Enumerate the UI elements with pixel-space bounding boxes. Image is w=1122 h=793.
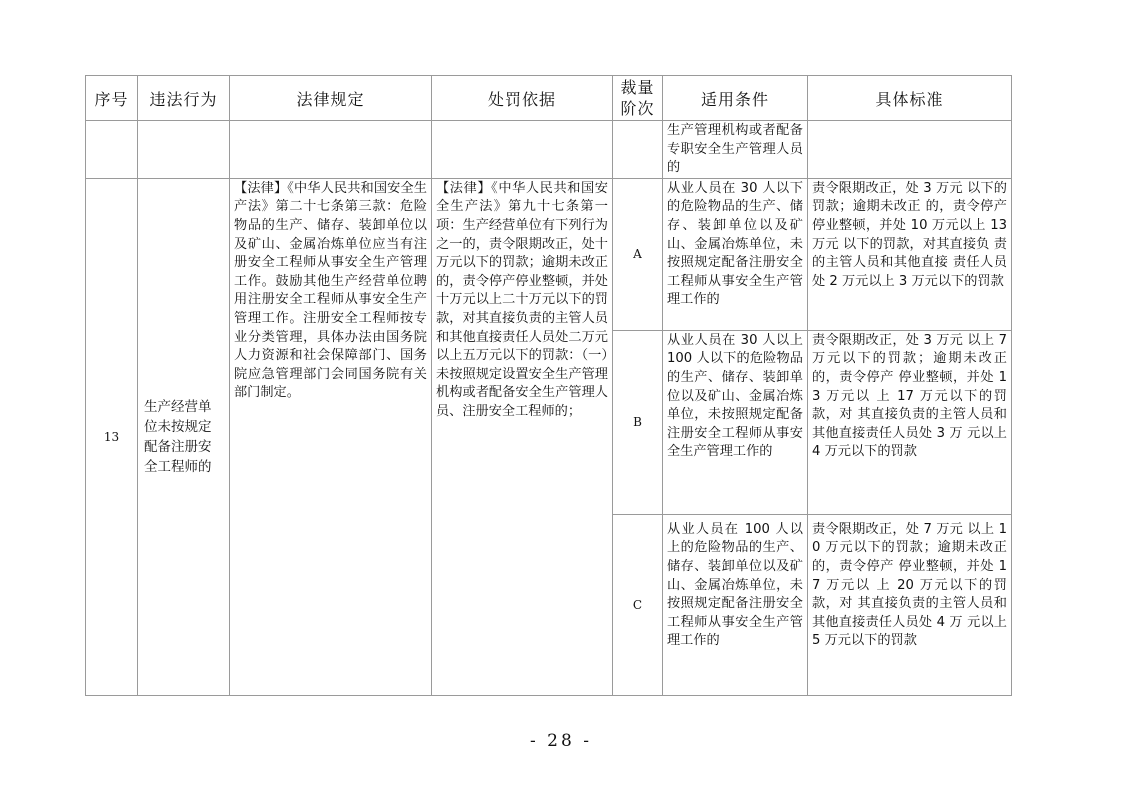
document-page (85, 75, 1012, 696)
continuation-law-cell (230, 121, 432, 179)
item-penalty-basis-cell (432, 178, 613, 695)
continuation-standard-cell (808, 121, 1012, 179)
continuation-penalty-cell (432, 121, 613, 179)
level-c-label: C (632, 597, 643, 612)
item-penalty-basis-text: 【法律】《中华人民共和国安全生产法》第九十七条第一项：生产经营单位有下列行为之一的，责令限期改正，处十万元以下的罚款；逾期未改正的，责令停产停业整顿，并处十万元以上二十万元以下的罚款，对其直接负责的主管人员和其他直接责任人员处二万元以上五万元以下的罚款：（一）未按照规定设置安全生产管理机构或者配备安全生产管理人员、注册安全工程师的； (436, 180, 608, 419)
continuation-level-cell (613, 121, 663, 179)
level-b-condition-cell (663, 330, 808, 514)
level-c-condition-text: 从业人员在 100 人以上的危险物品的生产、储存、装卸单位以及矿山、金属冶炼单位，未按照规定配备注册安全工程师从事安全生产管理工作的 (667, 521, 803, 649)
level-a-label: A (633, 247, 642, 262)
level-c-cell (613, 514, 663, 695)
level-b-cell (613, 330, 663, 514)
level-b-condition-text: 从业人员在 30 人以上 100 人以下的危险物品的生产、储存、装卸单位以及矿山、金属冶炼单位，未按照规定配备注册安全工程师从事安全生产管理工作的 (667, 332, 803, 460)
header-level (613, 76, 663, 121)
continuation-condition-text: 生产管理机构或者配备专职安全生产管理人员的 (667, 123, 803, 176)
header-level-line2: 阶次 (620, 99, 655, 118)
level-c-condition-cell (663, 514, 808, 695)
table-header-row (86, 76, 1012, 121)
header-standard: 具体标准 (808, 76, 1012, 121)
header-condition: 适用条件 (663, 76, 808, 121)
level-b-label: B (633, 415, 642, 430)
level-a-standard-text: 责令限期改正，处 3 万元 以下的罚款；逾期未改正 的，责令停产停业整顿，并处 10 万元以上 13 万元 以下的罚款，对其直接负 责的主管人员和其他直接 责任人员处 2 万元以上 3 万元以下的罚款 (812, 180, 1007, 289)
continuation-violation-cell (138, 121, 230, 179)
item-seq: 13 (103, 429, 120, 444)
header-penalty-basis: 处罚依据 (432, 76, 613, 121)
level-a-condition-cell (663, 178, 808, 330)
table-row-continuation (86, 121, 1012, 179)
continuation-seq-cell (86, 121, 138, 179)
continuation-condition-cell (663, 121, 808, 179)
item-seq-cell (86, 178, 138, 695)
level-a-cell (613, 178, 663, 330)
level-b-standard-text: 责令限期改正，处 3 万元 以上 7 万元以下的罚款；逾期未改正的，责令停产 停业整顿，并处 13 万元以 上 17 万元以下的罚款，对 其直接负责的主管人员和 其他直接责任人员处 3 万 元以上 4 万元以下的罚款 (812, 332, 1007, 460)
table-row-level-a (86, 178, 1012, 330)
header-law: 法律规定 (230, 76, 432, 121)
page-number: - 28 - (530, 731, 592, 751)
penalty-standard-table (85, 75, 1012, 696)
item-law-cell (230, 178, 432, 695)
header-violation: 违法行为 (138, 76, 230, 121)
header-seq: 序号 (86, 76, 138, 121)
level-b-standard-cell (808, 330, 1012, 514)
level-c-standard-cell (808, 514, 1012, 695)
item-violation-cell (138, 178, 230, 695)
level-a-standard-cell (808, 178, 1012, 330)
level-a-condition-text: 从业人员在 30 人以下的危险物品的生产、储存、装卸单位以及矿山、金属冶炼单位，未按照规定配备注册安全工程师从事安全生产管理工作的 (667, 180, 803, 308)
item-violation-text: 生产经营单位未按规定配备注册安全工程师的 (144, 398, 212, 475)
level-c-standard-text: 责令限期改正，处 7 万元 以上 10 万元以下的罚款；逾期未改正的，责令停产 停业整顿，并处 17 万元以 上 20 万元以下的罚款，对 其直接负责的主管人员和 其他直接责任人员处 4 万 元以上 5 万元以下的罚款 (812, 521, 1007, 649)
item-law-text: 【法律】《中华人民共和国安全生产法》第二十七条第三款：危险物品的生产、储存、装卸单位以及矿山、金属冶炼单位应当有注册安全工程师从事安全生产管理工作。鼓励其他生产经营单位聘用注册安全工程师从事安全生产管理工作。注册安全工程师按专业分类管理，具体办法由国务院人力资源和社会保障部门、国务院应急管理部门会同国务院有关部门制定。 (234, 180, 427, 401)
header-level-line1: 裁量 (620, 78, 655, 97)
